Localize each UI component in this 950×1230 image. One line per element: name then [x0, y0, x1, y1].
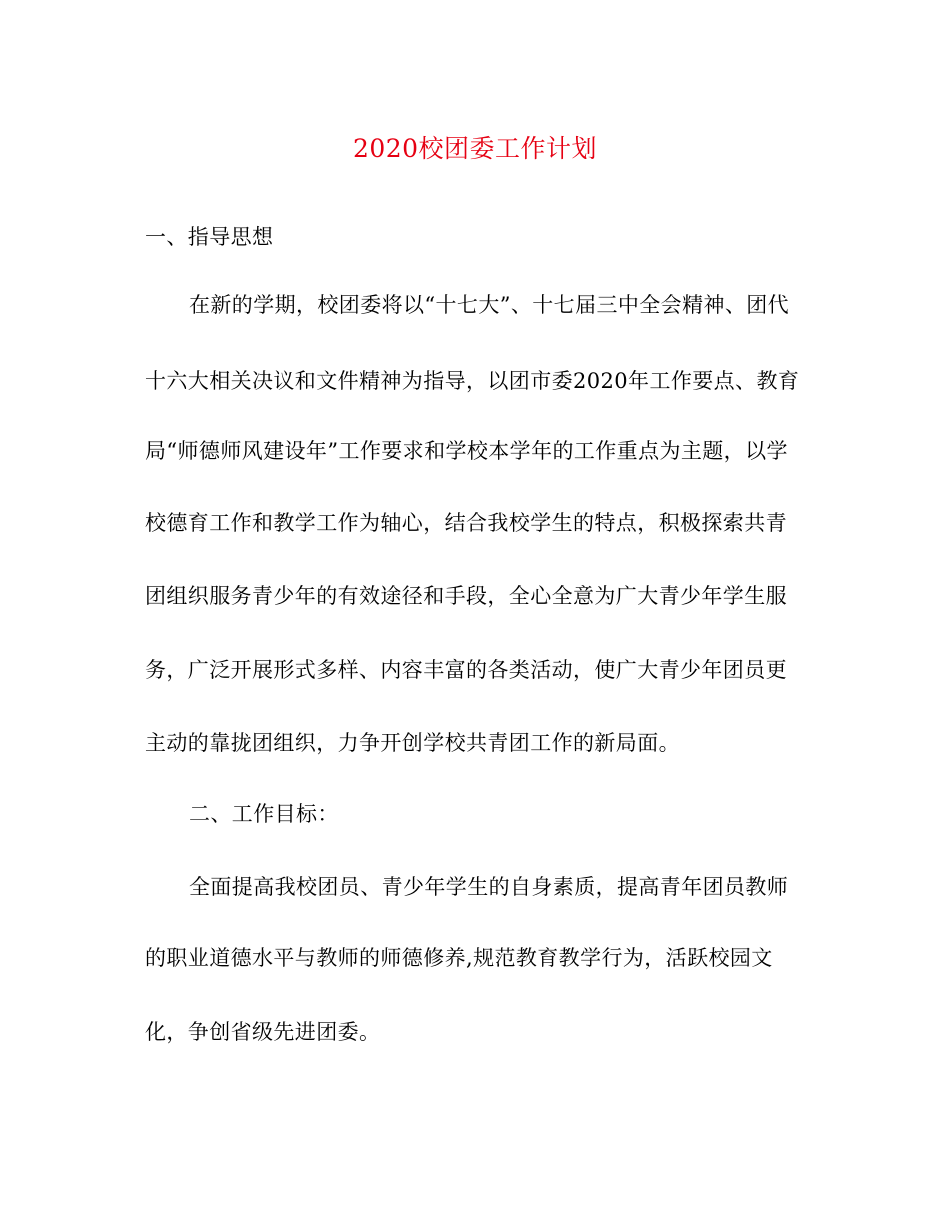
paragraph-line: 团组织服务青少年的有效途径和手段，全心全意为广大青少年学生服: [145, 584, 787, 608]
paragraph-line: 全面提高我校团员、青少年学生的自身素质，提高青年团员教师: [189, 875, 789, 899]
paragraph-line: 局“师德师风建设年”工作要求和学校本学年的工作重点为主题，以学: [145, 439, 788, 463]
paragraph-line: 的职业道德水平与教师的师德修养,规范教育教学行为，活跃校园文: [145, 946, 773, 970]
paragraph-line: 十六大相关决议和文件精神为指导，以团市委2020年工作要点、教育: [145, 369, 800, 393]
paragraph-line: 主动的靠拢团组织，力争开创学校共青团工作的新局面。: [145, 731, 680, 755]
paragraph-line: 化，争创省级先进团委。: [145, 1020, 381, 1044]
section-heading-guiding-thought: 一、指导思想: [145, 225, 274, 249]
paragraph-line: 在新的学期，校团委将以“十七大”、十七届三中全会精神、团代: [189, 293, 790, 317]
document-title: 2020校团委工作计划: [352, 134, 598, 163]
paragraph-line: 务，广泛开展形式多样、内容丰富的各类活动，使广大青少年团员更: [145, 658, 787, 682]
section-heading-work-goals: 二、工作目标：: [189, 802, 339, 826]
paragraph-line: 校德育工作和教学工作为轴心，结合我校学生的特点，积极探索共青: [145, 511, 787, 535]
